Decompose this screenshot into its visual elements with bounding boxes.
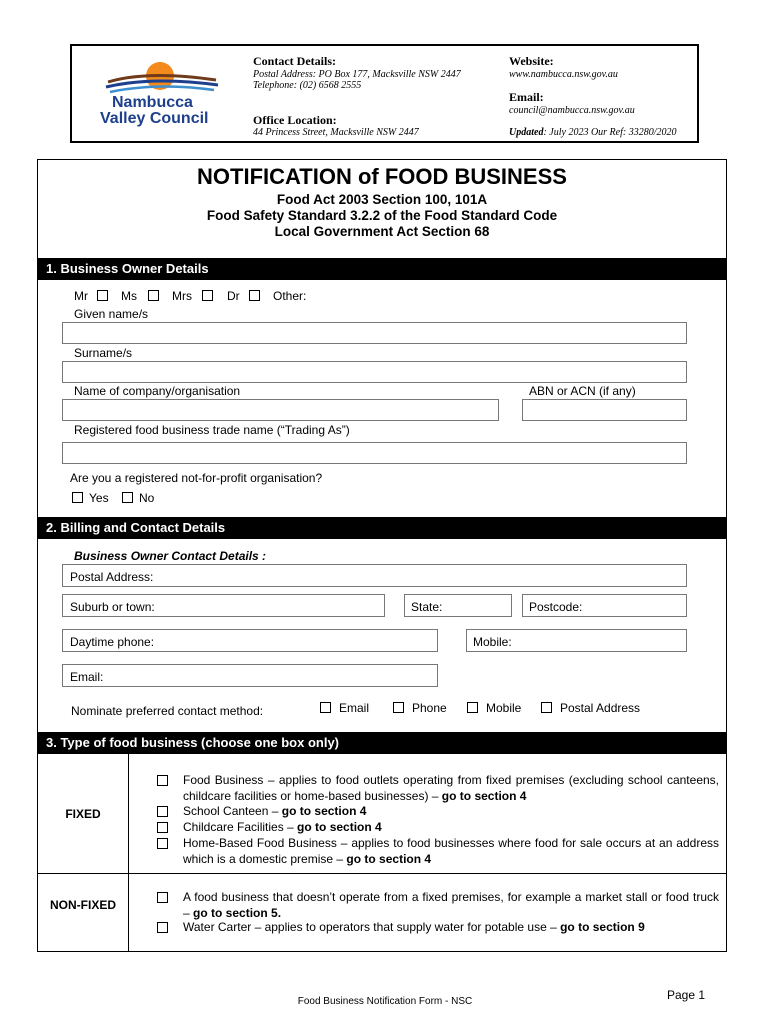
email-label: Email:: [70, 670, 104, 684]
section2-heading: 2. Billing and Contact Details: [38, 517, 726, 539]
postal-address: Postal Address: PO Box 177, Macksville NSW 2447: [253, 69, 461, 80]
email-title: Email:: [509, 90, 544, 104]
contact-details-title: Contact Details:: [253, 54, 336, 68]
email-field[interactable]: [62, 664, 438, 687]
childcare-text: Childcare Facilities –: [183, 820, 298, 834]
suburb-field[interactable]: [62, 594, 385, 617]
food-business-checkbox[interactable]: [157, 775, 168, 786]
telephone: Telephone: (02) 6568 2555: [253, 80, 362, 91]
water-carter-goto: go to section 9: [560, 920, 645, 934]
home-based-goto: go to section 4: [346, 851, 432, 866]
childcare-goto: go to section 4: [297, 820, 382, 834]
home-based-text: Home-Based Food Business – applies to food businesses where food for sale occurs at an address which is a domestic premise –: [183, 836, 719, 866]
header-box: [70, 44, 699, 143]
childcare-option: [183, 820, 719, 836]
nfp-no-label: No: [139, 491, 155, 505]
school-canteen-checkbox[interactable]: [157, 806, 168, 817]
postal-address-field[interactable]: [62, 564, 687, 587]
nonfixed-label: NON-FIXED: [50, 898, 116, 912]
title-dr-label: Dr: [227, 289, 240, 303]
mobile-field[interactable]: [466, 629, 687, 652]
school-canteen-text: School Canteen –: [183, 804, 282, 818]
contact-email-label: Email: [339, 701, 370, 715]
postal-address-label: Postal Address:: [70, 570, 154, 584]
title-block: [38, 160, 726, 256]
given-name-label: Given name/s: [74, 307, 149, 321]
contact-mobile-checkbox[interactable]: [467, 702, 478, 713]
subtitle-food-act: Food Act 2003 Section 100, 101A: [276, 192, 488, 207]
title-ms-label: Ms: [121, 289, 137, 303]
school-canteen-option: [183, 804, 719, 820]
surname-label: Surname/s: [74, 346, 133, 360]
logo-text-line1: Nambucca: [112, 94, 193, 111]
nominate-contact-label: Nominate preferred contact method:: [71, 704, 264, 718]
company-label: Name of company/organisation: [74, 384, 241, 398]
childcare-checkbox[interactable]: [157, 822, 168, 833]
owner-contact-subheading: Business Owner Contact Details :: [74, 549, 267, 563]
nfp-yes-checkbox[interactable]: [72, 492, 83, 503]
fixed-label: FIXED: [65, 807, 101, 821]
abn-field[interactable]: [522, 399, 687, 421]
title-mrs-label: Mrs: [172, 289, 192, 303]
trading-name-label: Registered food business trade name (“Trading As”): [74, 423, 350, 437]
website-title: Website:: [509, 54, 554, 68]
food-business-option: [183, 773, 719, 804]
home-based-checkbox[interactable]: [157, 838, 168, 849]
water-carter-option: [183, 920, 719, 936]
council-logo: [98, 56, 226, 132]
daytime-phone-label: Daytime phone:: [70, 635, 155, 649]
non-fixed-business-option: [183, 890, 719, 921]
given-name-field[interactable]: [62, 322, 687, 344]
title-mr-label: Mr: [74, 289, 88, 303]
subtitle-standard: Food Safety Standard 3.2.2 of the Food Standard Code: [206, 208, 558, 223]
postcode-label: Postcode:: [529, 600, 583, 614]
non-fixed-business-goto: go to section 5.: [193, 905, 282, 920]
surname-field[interactable]: [62, 361, 687, 383]
subtitle-lga: Local Government Act Section 68: [274, 224, 490, 239]
title-other-label: Other:: [273, 289, 307, 303]
state-label: State:: [411, 600, 443, 614]
form-title: NOTIFICATION of FOOD BUSINESS: [197, 164, 567, 189]
state-field[interactable]: [404, 594, 512, 617]
water-carter-checkbox[interactable]: [157, 922, 168, 933]
updated-label: Updated: [509, 127, 544, 138]
page-number: Page 1: [667, 988, 706, 1002]
suburb-label: Suburb or town:: [70, 600, 155, 614]
home-based-option: [183, 836, 719, 867]
daytime-phone-field[interactable]: [62, 629, 438, 652]
office-location-title: Office Location:: [253, 113, 337, 127]
nfp-yes-label: Yes: [89, 491, 109, 505]
postcode-field[interactable]: [522, 594, 687, 617]
sunset-logo-icon: [98, 56, 226, 96]
website-url[interactable]: www.nambucca.nsw.gov.au: [509, 69, 618, 80]
non-fixed-business-checkbox[interactable]: [157, 892, 168, 903]
council-email[interactable]: council@nambucca.nsw.gov.au: [509, 105, 635, 116]
nfp-no-checkbox[interactable]: [122, 492, 133, 503]
nfp-question: Are you a registered not-for-profit organisation?: [70, 471, 323, 485]
title-dr-checkbox[interactable]: [249, 290, 260, 301]
abn-label: ABN or ACN (if any): [529, 384, 636, 398]
section3-heading: 3. Type of food business (choose one box only): [38, 732, 726, 754]
company-field[interactable]: [62, 399, 499, 421]
water-carter-text: Water Carter – applies to operators that supply water for potable use –: [183, 920, 561, 934]
contact-postal-checkbox[interactable]: [541, 702, 552, 713]
type-table-divider-horizontal: [38, 873, 726, 874]
title-mr-checkbox[interactable]: [97, 290, 108, 301]
non-fixed-business-text: A food business that doesn’t operate from a fixed premises, for example a market stall or food truck –: [183, 890, 719, 920]
contact-mobile-label: Mobile: [486, 701, 522, 715]
logo-text-line2: Valley Council: [100, 110, 209, 127]
office-address: 44 Princess Street, Macksville NSW 2447: [253, 127, 419, 138]
contact-phone-checkbox[interactable]: [393, 702, 404, 713]
type-table-divider-vertical: [128, 754, 129, 951]
updated-line: [509, 127, 677, 138]
section1-heading: 1. Business Owner Details: [38, 258, 726, 280]
updated-text: : July 2023 Our Ref: 33280/2020: [543, 127, 677, 138]
food-business-goto: go to section 4: [441, 788, 527, 803]
contact-phone-label: Phone: [412, 701, 447, 715]
title-ms-checkbox[interactable]: [148, 290, 159, 301]
mobile-label: Mobile:: [473, 635, 512, 649]
contact-email-checkbox[interactable]: [320, 702, 331, 713]
food-business-text: Food Business – applies to food outlets operating from fixed premises (excluding school canteens, childcare facilities or home-based businesses) –: [183, 773, 719, 803]
contact-postal-label: Postal Address: [560, 701, 641, 715]
school-canteen-goto: go to section 4: [281, 804, 367, 818]
footer-form-name: Food Business Notification Form - NSC: [297, 996, 473, 1007]
title-mrs-checkbox[interactable]: [202, 290, 213, 301]
trading-name-field[interactable]: [62, 442, 687, 464]
